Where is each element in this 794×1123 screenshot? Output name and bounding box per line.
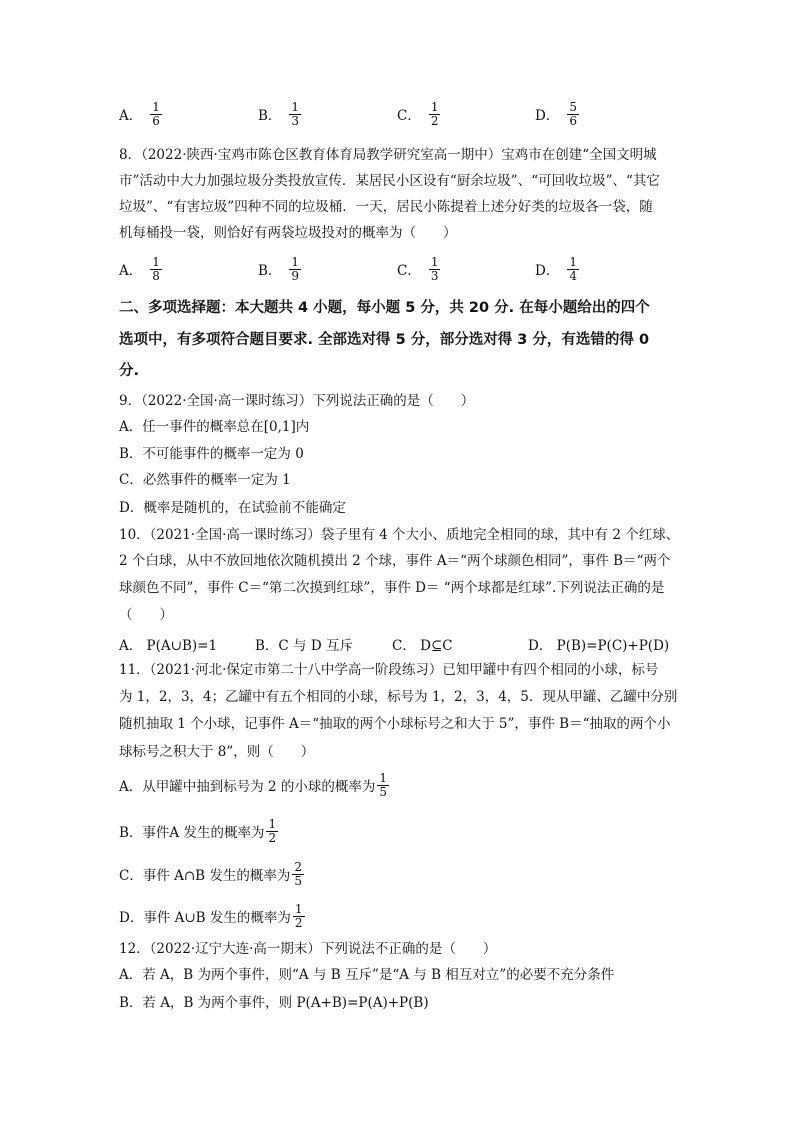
- denominator: 4: [569, 268, 577, 283]
- q12-option-a[interactable]: A．若 A，B 为两个事件，则“A 与 B 互斥”是“A 与 B 相互对立”的必要不充分条件: [119, 967, 615, 983]
- fraction: [292, 861, 304, 888]
- q11-line-1: 11．（2021·河北·保定市第二十八中学高一阶段练习）已知甲罐中有四个相同的小球，标号: [119, 662, 659, 678]
- option-label: C．: [397, 263, 421, 279]
- section-heading-line-2: 选项中，有多项符合题目要求. 全部选对得 5 分，部分选对得 3 分，有选错的得 0: [119, 332, 650, 348]
- numerator: 1: [294, 901, 303, 916]
- fraction: [377, 772, 389, 799]
- option-text: A．从甲罐中抽到标号为 2 的小球的概率为: [119, 779, 376, 795]
- denominator: 2: [430, 113, 439, 128]
- q10-option-c[interactable]: C． D⊆C: [392, 638, 453, 654]
- q7-option-d[interactable]: [535, 96, 581, 132]
- fraction: [266, 818, 278, 845]
- fraction: [150, 101, 162, 128]
- fraction: [150, 256, 162, 283]
- denominator: 5: [379, 784, 388, 799]
- numerator: 1: [430, 99, 439, 114]
- q10-line-2: 2 个白球，从中不放回地依次随机摸出 2 个球，事件 A＝“两个球颜色相同”，事件 B＝“两个: [119, 553, 671, 569]
- q11-line-3: 随机抽取 1 个小球，记事件 A＝“抽取的两个小球标号之和大于 5”，事件 B＝“抽取的两个小: [119, 716, 671, 732]
- fraction: [429, 101, 441, 128]
- denominator: 6: [152, 113, 160, 128]
- numerator: 1: [152, 99, 160, 114]
- q8-line-1: 8．（2022·陕西·宝鸡市陈仓区教育体育局教学研究室高一期中）宝鸡市在创建“全国文明城: [119, 147, 657, 163]
- numerator: 1: [379, 770, 388, 785]
- option-text: D．事件 A∪B 发生的概率为: [119, 910, 291, 926]
- denominator: 5: [294, 873, 303, 888]
- numerator: 1: [268, 816, 277, 831]
- numerator: 1: [291, 99, 300, 114]
- fraction: [429, 256, 441, 283]
- option-label: D．: [535, 108, 560, 124]
- denominator: 2: [268, 830, 277, 845]
- denominator: 6: [569, 113, 577, 128]
- q10-line-4: （ ）: [119, 607, 173, 623]
- section-heading-line-1: 二、多项选择题：本大题共 4 小题，每小题 5 分，共 20 分. 在每小题给出的四个: [119, 300, 650, 316]
- q12-option-b[interactable]: B．若 A，B 为两个事件，则 P(A+B)=P(A)+P(B): [119, 995, 429, 1011]
- q10-line-1: 10．（2021·全国·高一课时练习）袋子里有 4 个大小、质地完全相同的球，其中有 2 个红球、: [119, 527, 680, 543]
- fraction: [567, 256, 579, 283]
- q8-option-b[interactable]: [258, 251, 303, 287]
- q7-option-c[interactable]: [397, 96, 442, 132]
- q7-option-b[interactable]: [258, 96, 303, 132]
- q8-line-2: 市”活动中大力加强垃圾分类投放宣传．某居民小区设有“厨余垃圾”、“可回收垃圾”、“其它: [119, 173, 660, 189]
- fraction: [293, 903, 305, 930]
- option-label: D．: [535, 263, 560, 279]
- q7-option-a[interactable]: [119, 96, 164, 132]
- q8-line-3: 垃圾”、“有害垃圾”四种不同的垃圾桶．一天，居民小陈提着上述分好类的垃圾各一袋，随: [119, 199, 653, 215]
- denominator: 2: [294, 915, 303, 930]
- denominator: 9: [291, 268, 300, 283]
- q9-option-d[interactable]: D．概率是随机的，在试验前不能确定: [119, 500, 346, 516]
- q10-option-b[interactable]: B．C 与 D 互斥: [255, 638, 353, 654]
- q11-option-c[interactable]: [119, 857, 306, 891]
- q10-options: [119, 634, 699, 654]
- q11-option-d[interactable]: [119, 899, 307, 933]
- option-label: A．: [119, 263, 143, 279]
- q10-option-d[interactable]: D． P(B)=P(C)+P(D): [528, 638, 670, 654]
- denominator: 3: [430, 268, 439, 283]
- option-label: A．: [119, 108, 143, 124]
- fraction: [289, 256, 301, 283]
- q8-options: [119, 251, 699, 287]
- option-label: B．: [258, 263, 282, 279]
- q11-line-4: 球标号之积大于 8”，则（ ）: [119, 744, 315, 760]
- q9-option-c[interactable]: C．必然事件的概率一定为 1: [119, 472, 291, 488]
- q11-option-b[interactable]: [119, 814, 280, 848]
- numerator: 1: [569, 254, 577, 269]
- q9-option-b[interactable]: B．不可能事件的概率一定为 0: [119, 446, 304, 462]
- denominator: 8: [152, 268, 160, 283]
- option-text: B．事件A 发生的概率为: [119, 825, 265, 841]
- fraction: [567, 101, 579, 128]
- option-label: B．: [258, 108, 282, 124]
- section-heading-line-3: 分.: [119, 363, 140, 379]
- option-label: C．: [397, 108, 421, 124]
- q12-stem: 12．（2022·辽宁大连·高一期末）下列说法不正确的是（ ）: [119, 941, 497, 957]
- numerator: 5: [569, 99, 577, 114]
- q8-option-d[interactable]: [535, 251, 581, 287]
- numerator: 1: [152, 254, 160, 269]
- fraction: [289, 101, 301, 128]
- q11-option-a[interactable]: [119, 768, 391, 802]
- numerator: 1: [291, 254, 300, 269]
- denominator: 3: [291, 113, 300, 128]
- q9-stem: 9．（2022·全国·高一课时练习）下列说法正确的是（ ）: [119, 393, 475, 409]
- option-text: C．事件 A∩B 发生的概率为: [119, 868, 291, 884]
- q8-line-4: 机每桶投一袋，则恰好有两袋垃圾投对的概率为（ ）: [119, 225, 457, 241]
- q11-line-2: 为 1，2，3，4；乙罐中有五个相同的小球，标号为 1，2，3，4，5．现从甲罐、乙罐中分别: [119, 689, 678, 705]
- q9-option-a[interactable]: A．任一事件的概率总在[0,1]内: [119, 419, 310, 435]
- numerator: 2: [294, 859, 303, 874]
- q7-options: [119, 96, 699, 132]
- numerator: 1: [430, 254, 439, 269]
- q10-option-a[interactable]: A． P(A∪B)=1: [119, 638, 218, 654]
- q8-option-c[interactable]: [397, 251, 442, 287]
- q8-option-a[interactable]: [119, 251, 164, 287]
- q10-line-3: 球颜色不同”，事件 C＝“第二次摸到红球”，事件 D＝ “两个球都是红球”.下列说法正确的是: [119, 580, 665, 596]
